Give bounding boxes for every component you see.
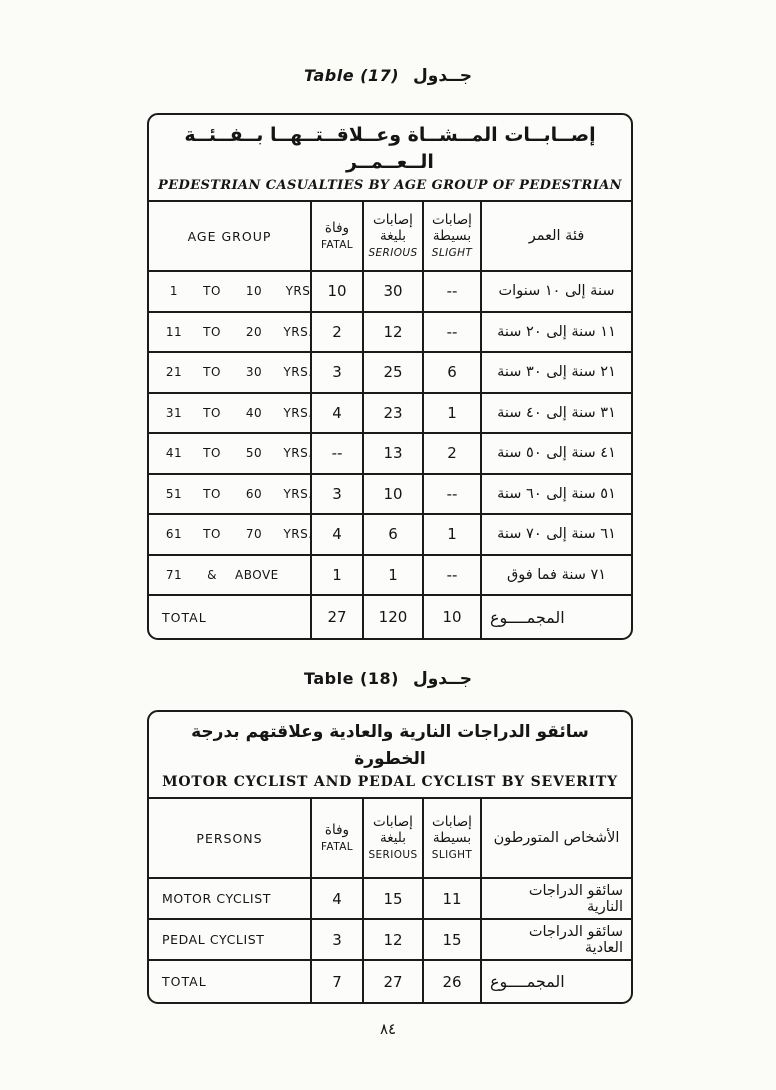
col-header-age-group: AGE GROUP	[187, 228, 272, 244]
table17-grid	[149, 202, 631, 638]
slight-value: 2	[422, 432, 480, 473]
serious-value: 23	[362, 392, 422, 433]
age-to-word: TO	[203, 446, 221, 461]
col-header-slight	[422, 202, 480, 270]
fatal-value: 3	[310, 351, 362, 392]
age-unit: YRS.	[283, 446, 313, 461]
fatal-english-label: FATAL	[320, 840, 354, 853]
fatal-value: --	[310, 432, 362, 473]
col-header-fatal	[310, 799, 362, 877]
col-header-persons: PERSONS	[196, 830, 263, 846]
total-fatal-value: 7	[310, 959, 362, 1002]
serious-value: 30	[362, 270, 422, 311]
serious-value: 10	[362, 473, 422, 514]
total-slight-value: 26	[422, 959, 480, 1002]
total-slight-value: 10	[422, 594, 480, 638]
age-from: 11	[165, 324, 183, 339]
age-to-word: TO	[203, 405, 221, 420]
age-range-arabic: ٢١ سنة إلى ٣٠ سنة	[480, 351, 631, 392]
table17-caption-ar: جــدول	[413, 66, 473, 86]
age-range-arabic: سنة إلى ١٠ سنوات	[480, 270, 631, 311]
age-to-word: TO	[203, 284, 221, 299]
fatal-arabic-label: وفاة	[324, 821, 350, 838]
slight-value: --	[422, 311, 480, 352]
age-unit: YRS	[285, 284, 311, 299]
serious-value: 15	[362, 877, 422, 918]
serious-value: 13	[362, 432, 422, 473]
pedestrian-casualties-table	[147, 113, 633, 640]
age-to: 40	[245, 405, 263, 420]
table18-grid	[149, 799, 631, 1002]
serious-value: 1	[362, 554, 422, 595]
age-to: 10	[245, 284, 263, 299]
age-unit: YRS.	[283, 405, 313, 420]
serious-arabic-label: إصابات بليغة	[373, 813, 413, 846]
fatal-value: 3	[310, 918, 362, 959]
age-range-cell	[149, 311, 313, 352]
age-from: 41	[165, 446, 183, 461]
age-unit: YRS.	[283, 365, 313, 380]
slight-value: 1	[422, 392, 480, 433]
slight-value: 11	[422, 877, 480, 918]
fatal-value: 4	[310, 392, 362, 433]
age-range-arabic: ١١ سنة إلى ٢٠ سنة	[480, 311, 631, 352]
fatal-arabic-label: وفاة	[324, 219, 350, 236]
person-type-label: PEDAL CYCLIST	[149, 918, 310, 959]
slight-arabic-label: إصابات بسيطة	[432, 813, 472, 846]
age-from: 61	[165, 527, 183, 542]
age-to: 70	[245, 527, 263, 542]
fatal-value: 4	[310, 877, 362, 918]
total-label: TOTAL	[149, 959, 310, 1002]
age-range-arabic: ٤١ سنة إلى ٥٠ سنة	[480, 432, 631, 473]
serious-value: 6	[362, 513, 422, 554]
age-unit: YRS.	[283, 486, 313, 501]
age-range-arabic: ٦١ سنة إلى ٧٠ سنة	[480, 513, 631, 554]
total-serious-value: 120	[362, 594, 422, 638]
age-to: 50	[245, 446, 263, 461]
total-label-arabic: المجمــــوع	[480, 959, 631, 1002]
table18-title	[149, 712, 631, 799]
fatal-english-label: FATAL	[320, 238, 354, 251]
fatal-value: 4	[310, 513, 362, 554]
table17-title-english: PEDESTRIAN CASUALTIES BY AGE GROUP OF PEDESTRIAN	[158, 178, 622, 193]
table18-title-english: MOTOR CYCLIST AND PEDAL CYCLIST BY SEVERITY	[162, 774, 618, 790]
col-header-fatal	[310, 202, 362, 270]
age-range-cell	[149, 351, 313, 392]
total-label: TOTAL	[149, 594, 310, 638]
slight-english-label: SLIGHT	[431, 848, 473, 861]
col-header-serious	[362, 799, 422, 877]
age-unit: YRS.	[283, 324, 313, 339]
age-from: 51	[165, 486, 183, 501]
serious-english-label: SERIOUS	[368, 246, 418, 259]
serious-english-label: SERIOUS	[368, 848, 418, 861]
fatal-value: 1	[310, 554, 362, 595]
age-range-arabic: ٧١ سنة فما فوق	[480, 554, 631, 595]
age-to-word: TO	[203, 527, 221, 542]
slight-english-label: SLIGHT	[431, 246, 473, 259]
age-from: 21	[165, 365, 183, 380]
age-from: 1	[169, 284, 179, 299]
age-to-word: &	[207, 567, 217, 582]
col-header-slight	[422, 799, 480, 877]
serious-arabic-label: إصابات بليغة	[373, 211, 413, 244]
age-from: 31	[165, 405, 183, 420]
serious-value: 25	[362, 351, 422, 392]
table17-title	[149, 115, 631, 202]
age-range-cell	[149, 473, 313, 514]
table18-caption	[0, 669, 776, 689]
table18-caption-ar: جــدول	[412, 669, 472, 689]
col-header-persons-arabic: الأشخاص المتورطون	[480, 799, 631, 877]
age-to: 20	[245, 324, 263, 339]
col-header-age-group-arabic: فئة العمر	[480, 202, 631, 270]
serious-value: 12	[362, 311, 422, 352]
table18-title-arabic: سائقو الدراجات النارية والعادية وعلاقتهم بدرجة الخطورة	[191, 722, 589, 769]
person-type-arabic: سائقو الدراجات النارية	[480, 877, 631, 918]
age-range-arabic: ٣١ سنة إلى ٤٠ سنة	[480, 392, 631, 433]
slight-value: 15	[422, 918, 480, 959]
total-fatal-value: 27	[310, 594, 362, 638]
table17-caption	[0, 66, 776, 86]
fatal-value: 10	[310, 270, 362, 311]
fatal-value: 3	[310, 473, 362, 514]
age-range-cell	[149, 554, 310, 595]
age-range-cell	[149, 270, 310, 311]
age-range-arabic: ٥١ سنة إلى ٦٠ سنة	[480, 473, 631, 514]
table18-caption-en: Table (18)	[304, 669, 399, 688]
cyclist-severity-table	[147, 710, 633, 1004]
age-to-word: TO	[203, 486, 221, 501]
age-to: ABOVE	[235, 567, 279, 582]
table17-title-arabic: إصــابــات المــشــاة وعــلاقــتــهــا بــفــئــة الــعــمــر	[184, 124, 596, 173]
age-range-cell	[149, 432, 313, 473]
slight-value: --	[422, 473, 480, 514]
age-to: 30	[245, 365, 263, 380]
fatal-value: 2	[310, 311, 362, 352]
slight-value: 6	[422, 351, 480, 392]
age-range-cell	[149, 513, 313, 554]
col-header-serious	[362, 202, 422, 270]
age-to: 60	[245, 486, 263, 501]
serious-value: 12	[362, 918, 422, 959]
person-type-label: MOTOR CYCLIST	[149, 877, 310, 918]
age-from: 71	[165, 567, 183, 582]
age-range-cell	[149, 392, 313, 433]
age-to-word: TO	[203, 365, 221, 380]
total-label-arabic: المجمــــوع	[480, 594, 631, 638]
table17-caption-en: Table (17)	[303, 66, 400, 85]
slight-value: 1	[422, 513, 480, 554]
total-serious-value: 27	[362, 959, 422, 1002]
age-to-word: TO	[203, 324, 221, 339]
person-type-arabic: سائقو الدراجات العادية	[480, 918, 631, 959]
slight-value: --	[422, 554, 480, 595]
age-unit: YRS.	[283, 527, 313, 542]
slight-arabic-label: إصابات بسيطة	[432, 211, 472, 244]
slight-value: --	[422, 270, 480, 311]
page-number: ٨٤	[379, 1020, 397, 1038]
